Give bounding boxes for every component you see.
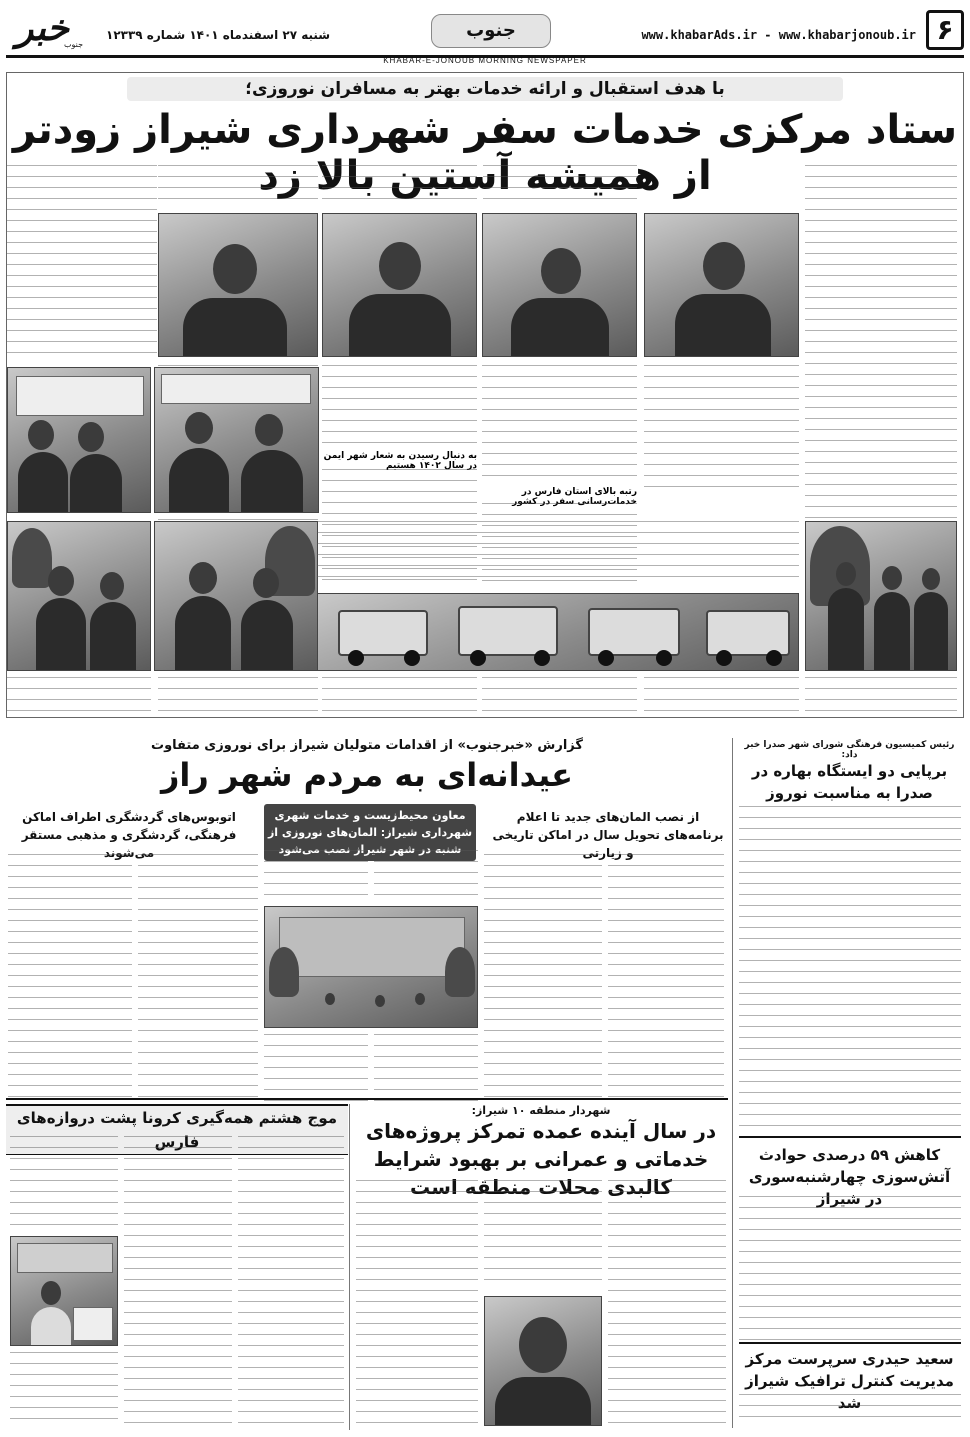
ceremony-photo (154, 367, 319, 513)
portrait-photo (322, 213, 477, 357)
text-column (805, 677, 957, 715)
text-column (10, 1352, 118, 1426)
service-vehicles-photo (317, 593, 799, 671)
sidebar (732, 738, 964, 1428)
ceremony-photo (7, 367, 151, 513)
sidebar-headline: برپایی دو ایستگاه بهاره در صدرا به مناسبت نوروز (751, 762, 948, 802)
section-divider (6, 1098, 728, 1100)
sidebar-kicker: رئیس کمیسیون فرهنگی شورای شهر صدرا خبر داد: (744, 740, 955, 760)
portrait-photo (644, 213, 799, 357)
text-column (10, 1136, 118, 1232)
text-column (608, 854, 724, 1100)
text-column (608, 1180, 726, 1426)
lead-kicker: با هدف استقبال و ارائه خدمات بهتر به مسافران نوروزی؛ (127, 77, 843, 101)
text-column (264, 1034, 368, 1102)
page-number: ۶ (926, 10, 964, 50)
lead-story (6, 72, 964, 718)
text-column (7, 677, 151, 715)
report-title: عیدانه‌ای به مردم شهر راز (161, 756, 573, 794)
text-column (644, 677, 799, 715)
report-kicker: گزارش «خبرجنوب» از اقدامات متولیان شیراز برای نوروزی متفاوت (151, 738, 583, 753)
sidebar-headline: سعید حیدری سرپرست مرکز مدیریت کنترل ترافیک شیراز شد (745, 1350, 954, 1412)
text-column (317, 521, 799, 587)
report-subtitle-boxed: معاون محیط‌زیست و خدمات شهری شهرداری شیراز: المان‌های نوروزی از شنبه در شهر شیراز نصب می‌شود (264, 804, 476, 861)
portrait-photo (482, 213, 637, 357)
text-column (7, 165, 157, 361)
district-kicker: شهردار منطقه ۱۰ شیراز: (471, 1104, 611, 1117)
text-column (322, 165, 477, 207)
district-headline: در سال آینده عمده تمرکز پروژه‌های خدماتی و عمرانی بر بهبود شرایط کالبدی محلات منطقه است (365, 1119, 717, 1199)
lead-subhead: به دنبال رسیدن به شعار شهر ایمن در سال ۱۴۰۲ هستیم (323, 451, 477, 471)
ribbon-cutting-photo (7, 521, 151, 671)
text-column (238, 1136, 344, 1426)
text-column (124, 1136, 232, 1426)
sidebar-headline: کاهش ۵۹ درصدی حوادث آتش‌سوزی چهارشنبه‌سوری در شیراز (748, 1146, 951, 1208)
lead-headline: ستاد مرکزی خدمات سفر شهرداری شیراز زودتر از همیشه آستین بالا زد (12, 107, 958, 199)
historic-building-photo (264, 906, 478, 1028)
issue-date-line: شنبه ۲۷ اسفندماه ۱۴۰۱ شماره ۱۲۳۳۹ (106, 28, 331, 42)
text-column (644, 365, 799, 495)
lead-subhead: رتبه بالای استان فارس در خدمات‌رسانی سفر در کشور (512, 487, 637, 507)
portrait-photo (158, 213, 318, 357)
text-column (322, 365, 477, 447)
text-column (739, 1196, 961, 1344)
text-column (322, 677, 477, 715)
text-column (374, 850, 478, 902)
text-column (484, 854, 602, 1100)
site-urls[interactable]: www.khabarAds.ir - www.khabarjonoub.ir (641, 28, 916, 42)
report-subtitle: اتوبوس‌های گردشگری اطراف اماکن فرهنگی، گردشگری و مذهبی مستقر می‌شوند (21, 810, 237, 860)
text-column (739, 1394, 961, 1424)
report-section (6, 738, 728, 1118)
hospital-photo (10, 1236, 118, 1346)
text-column (158, 677, 318, 715)
text-column (739, 806, 961, 1136)
text-column (8, 854, 132, 1100)
ribbon-cutting-photo (154, 521, 318, 671)
text-column (158, 165, 318, 207)
text-column (264, 850, 368, 902)
text-column (483, 165, 637, 207)
masthead (6, 6, 964, 58)
text-column (138, 854, 258, 1100)
text-column (482, 677, 637, 715)
district-story (352, 1104, 730, 1430)
report-subtitle: از نصب المان‌های جدید تا اعلام برنامه‌های تحویل سال در اماکن تاریخی و زیارتی (492, 810, 724, 860)
official-portrait-photo (484, 1296, 602, 1426)
text-column (356, 1180, 478, 1426)
text-column (482, 365, 637, 485)
corona-headline: موج هشتم همه‌گیری کرونا پشت دروازه‌های فارس (6, 1104, 348, 1155)
newspaper-logo: خبر جنوب (16, 7, 84, 49)
masthead-subtitle: KHABAR-E-JONOUB MORNING NEWSPAPER (383, 56, 587, 65)
text-column (374, 1034, 478, 1102)
text-column (805, 165, 957, 525)
text-column (484, 1180, 602, 1290)
corona-story (6, 1104, 348, 1430)
section-label: جنوب (431, 14, 551, 48)
sidebar-story (739, 740, 960, 804)
workers-photo (805, 521, 957, 671)
